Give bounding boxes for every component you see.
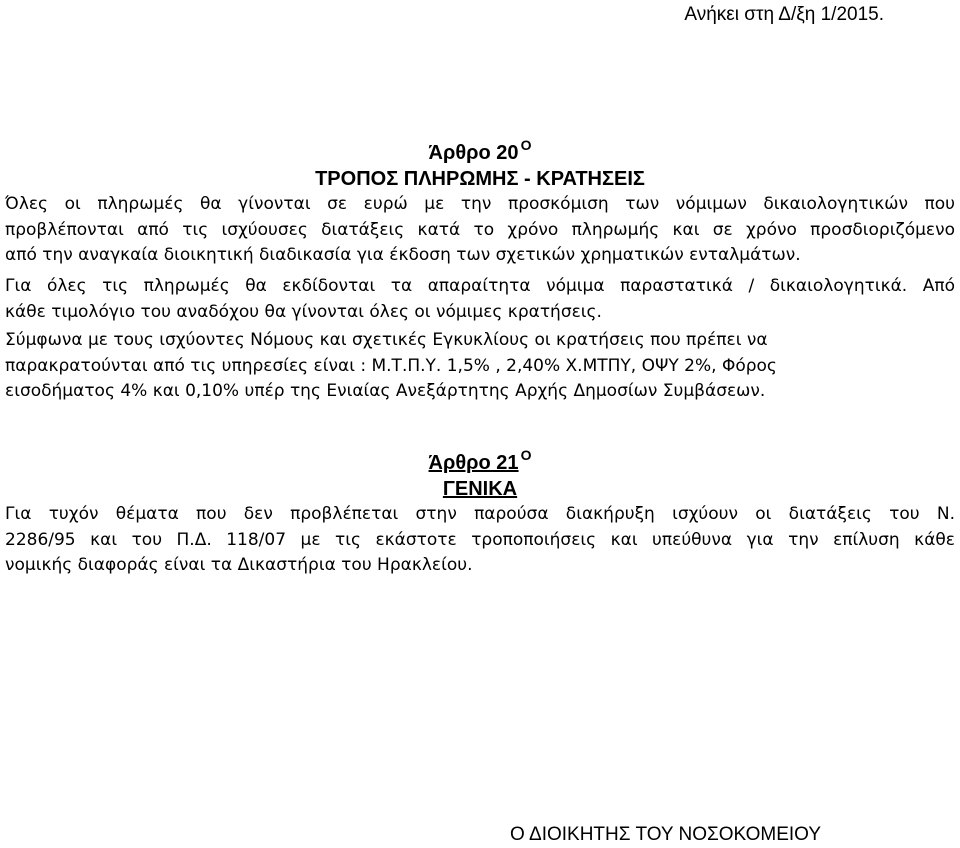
paragraph-line: παρακρατούνται από τις υπηρεσίες είναι : Μ.Τ.Π.Υ. 1,5% , 2,40% Χ.ΜΤΠΥ, ΟΨΥ 2%, Φόρος [5, 355, 777, 376]
article-21-heading: Άρθρο 21 [428, 452, 519, 474]
article-21-paragraph-1 [5, 502, 955, 579]
article-21-header [0, 447, 960, 502]
paragraph-line: νομικής διαφοράς είναι τα Δικαστήρια του Ηρακλείου. [5, 555, 473, 575]
header-note: Ανήκει στη Δ/ξη 1/2015. [684, 4, 884, 25]
article-20-paragraph-2 [5, 274, 955, 325]
article-20-heading-line [0, 137, 960, 166]
paragraph-line: Για τυχόν θέματα που δεν προβλέπεται στην παρούσα διακήρυξη ισχύουν οι διατάξεις του Ν. [5, 504, 955, 524]
article-21-superscript: Ο [520, 447, 532, 463]
signature-line: Ο ΔΙΟΙΚΗΤΗΣ ΤΟΥ ΝΟΣΟΚΟΜΕΙΟΥ [510, 824, 821, 845]
paragraph-line: από την αναγκαία διοικητική διαδικασία για έκδοση των σχετικών χρηματικών ενταλμάτων. [5, 245, 801, 265]
paragraph-line: εισοδήματος 4% και 0,10% υπέρ της Ενιαίας Ανεξάρτητης Αρχής Δημοσίων Συμβάσεων. [5, 381, 766, 401]
paragraph-line: κάθε τιμολόγιο του αναδόχου θα γίνονται όλες οι νόμιμες κρατήσεις. [5, 301, 602, 322]
article-20-title: ΤΡΟΠΟΣ ΠΛΗΡΩΜΗΣ - ΚΡΑΤΗΣΕΙΣ [315, 168, 645, 190]
paragraph-line: προβλέπονται από τις ισχύουσες διατάξεις κατά το χρόνο πληρωμής και σε χρόνο προσδιοριζόμενο [5, 219, 955, 240]
article-20-header [0, 137, 960, 192]
paragraph-line: Σύμφωνα με τους ισχύοντες Νόμους και σχετικές Εγκυκλίους οι κρατήσεις που πρέπει να [5, 330, 768, 350]
article-21-title: ΓΕΝΙΚΑ [442, 478, 518, 500]
paragraph-line: Όλες οι πληρωμές θα γίνονται σε ευρώ με την προσκόμιση των νόμιμων δικαιολογητικών που [5, 194, 955, 214]
article-20-heading: Άρθρο 20 [428, 142, 519, 164]
article-20-superscript: Ο [520, 137, 532, 153]
article-21-heading-line [0, 447, 960, 476]
paragraph-line: Για όλες τις πληρωμές θα εκδίδονται τα απαραίτητα νόμιμα παραστατικά / δικαιολογητικά. Από [5, 276, 955, 296]
paragraph-line: 2286/95 και του Π.Δ. 118/07 με τις εκάστοτε τροποποιήσεις και υπεύθυνα για την επίλυση κάθε [5, 529, 955, 550]
article-20-paragraph-3 [5, 328, 955, 405]
article-20-paragraph-1 [5, 192, 955, 269]
